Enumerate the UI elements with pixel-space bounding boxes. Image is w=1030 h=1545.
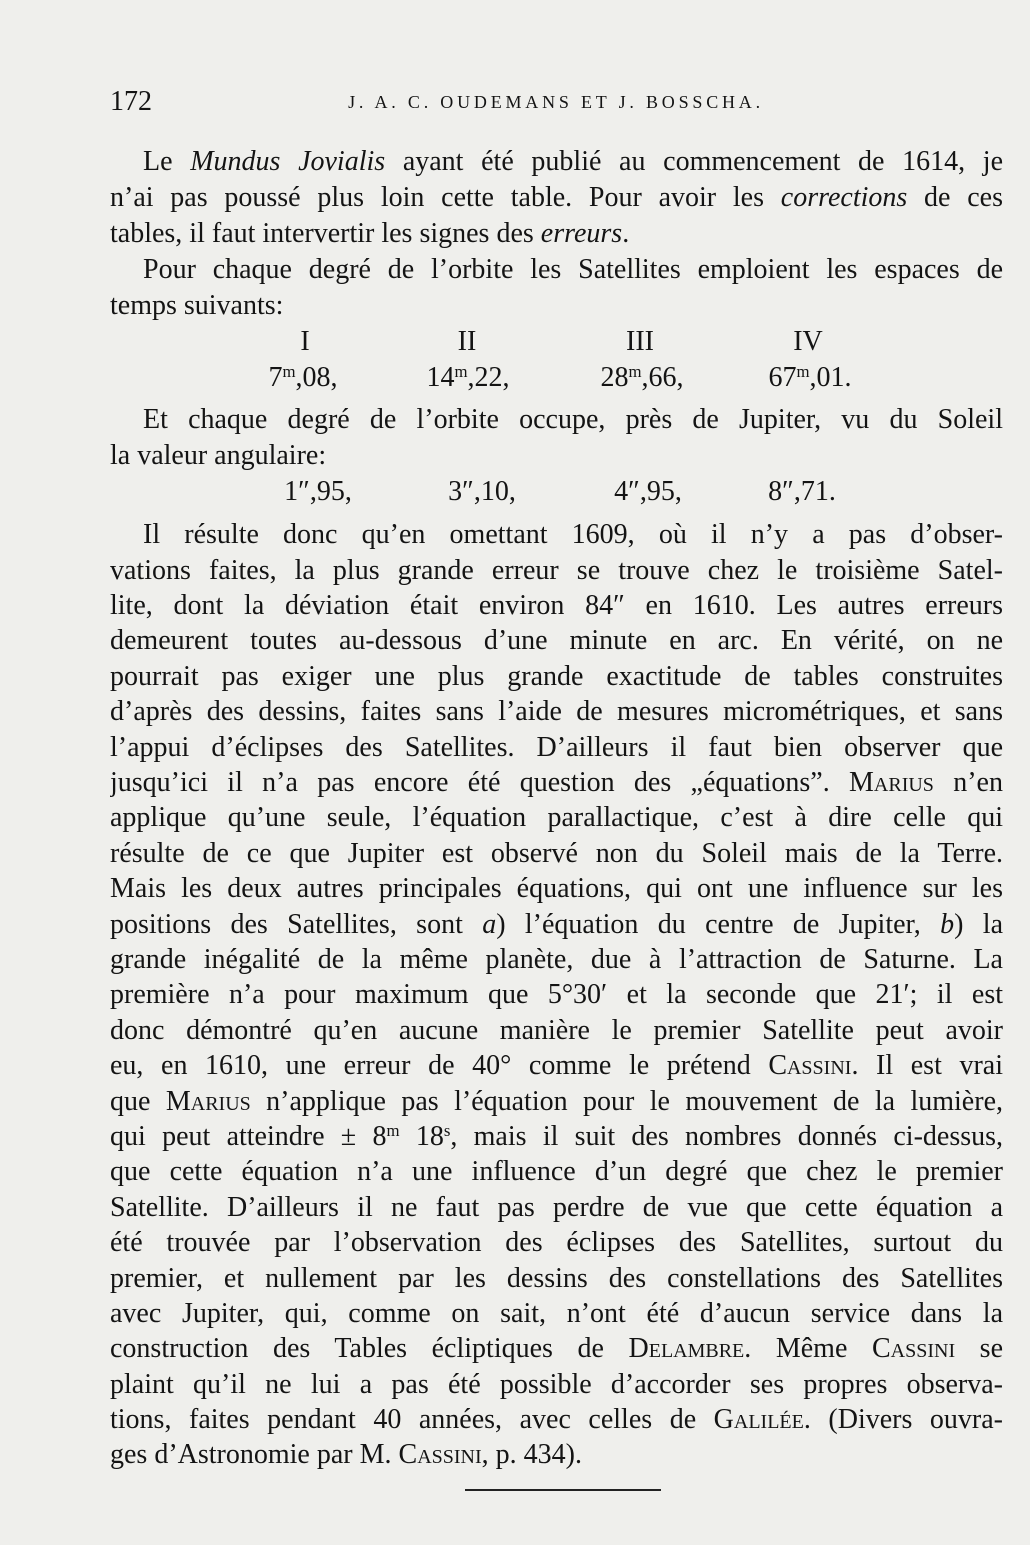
text-run: . Il est vrai: [851, 1050, 1003, 1082]
text-run: tions, faites pendant 40 années, avec celles de: [110, 1404, 714, 1436]
period-rest: ,22,: [467, 362, 510, 393]
small-caps-name: Cassini: [768, 1050, 852, 1082]
text-run: de ces: [907, 182, 1003, 213]
text-run: se: [955, 1333, 1003, 1365]
italic-text: Mundus Jovialis: [190, 146, 386, 177]
text-run: lite, dont la déviation était environ 84″ en 1610. Les autres erreurs: [110, 590, 1003, 622]
text-run: ges d’Astronomie par M.: [110, 1439, 399, 1471]
superscript: m: [386, 1120, 400, 1140]
text-line: [110, 1331, 1003, 1366]
text-run: pourrait pas exiger une plus grande exactitude de tables construites: [110, 660, 1003, 692]
period-value: [388, 360, 548, 396]
period-value: [223, 360, 383, 396]
paragraph: [110, 144, 1003, 252]
angular-value: 3″,10,: [448, 476, 516, 507]
small-caps-name: Cassini: [871, 1333, 956, 1365]
period-unit: m: [454, 361, 468, 381]
text-line: [110, 180, 1003, 216]
text-line: [110, 553, 1003, 588]
text-run: premier, et nullement par les dessins des constellations des Satellites: [110, 1262, 1003, 1294]
text-line: [110, 800, 1003, 835]
text-run: l’appui d’éclipses des Satellites. D’ailleurs il faut bien observer que: [110, 731, 1003, 763]
text-run: ayant été publié au commencement de 1614, je: [385, 146, 1003, 177]
text-run: jusqu’ici il n’a pas encore été question des „équations”.: [110, 767, 850, 799]
text-line: [110, 288, 1003, 324]
small-caps-name: Marius: [165, 1085, 251, 1117]
text-run: n’applique pas l’équation pour le mouvement de la lumière,: [250, 1085, 1003, 1117]
text-line: [110, 438, 1003, 474]
text-run: avec Jupiter, qui, comme on sait, n’ont été d’aucun service dans la: [110, 1297, 1003, 1329]
text-run: première n’a pour maximum que 5°30′ et la seconde que 21′; il est: [110, 979, 1003, 1011]
text-line: [110, 1048, 1003, 1083]
text-line: [110, 252, 1003, 288]
text-run: applique qu’une seule, l’équation parallactique, c’est à dire celle qui: [110, 802, 1003, 834]
text-run: .: [622, 218, 630, 249]
period-unit: m: [796, 361, 810, 381]
text-line: [110, 977, 1003, 1012]
period-value: [730, 360, 890, 396]
text-run: d’après des dessins, faites sans l’aide de mesures micrométriques, et sans: [110, 696, 1003, 728]
text-line: [110, 1402, 1003, 1437]
italic-text: b: [940, 908, 955, 940]
angular-value: 1″,95,: [284, 476, 352, 507]
text-run: donc démontré qu’en aucune manière le premier Satellite peut avoir: [110, 1014, 1003, 1046]
closing-rule: [465, 1489, 661, 1491]
italic-text: erreurs: [540, 218, 623, 249]
text-line: [110, 1013, 1003, 1048]
text-line: [110, 1225, 1003, 1260]
superscript: s: [443, 1120, 451, 1140]
text-run: que: [110, 1085, 166, 1117]
text-run: , p. 434).: [481, 1439, 582, 1471]
text-run: Pour chaque degré de l’orbite les Satellites emploient les espaces de: [143, 254, 1003, 285]
text-run: , mais il suit des nombres donnés ci-dessus,: [450, 1120, 1003, 1152]
angular-value: 8″,71.: [768, 476, 836, 507]
text-run: construction des Tables écliptiques de: [110, 1333, 629, 1365]
text-line: [110, 1154, 1003, 1189]
text-line: [110, 871, 1003, 906]
small-caps-name: Galilée: [713, 1404, 804, 1436]
text-run: . (Divers ouvra-: [803, 1404, 1003, 1436]
period-whole: 7: [268, 362, 283, 393]
text-line: [110, 588, 1003, 623]
period-unit: m: [282, 361, 296, 381]
text-run: Et chaque degré de l’orbite occupe, près de Jupiter, vu du Soleil: [143, 404, 1003, 435]
text-line: [110, 1119, 1003, 1154]
text-line: [110, 730, 1003, 765]
text-line: [110, 1437, 1003, 1472]
text-line: [110, 836, 1003, 871]
paragraph: [110, 402, 1003, 474]
text-line: [110, 1367, 1003, 1402]
period-whole: 67: [768, 362, 797, 393]
text-run: la valeur angulaire:: [110, 440, 327, 471]
text-line: [110, 659, 1003, 694]
text-run: été trouvée par l’observation des éclipses des Satellites, surtout du: [110, 1227, 1003, 1259]
text-line: [110, 942, 1003, 977]
text-run: temps suivants:: [110, 290, 284, 321]
text-run: . Même: [744, 1333, 872, 1365]
text-run: demeurent toutes au-dessous d’une minute en arc. En vérité, on ne: [110, 625, 1003, 657]
text-run: tables, il faut intervertir les signes des: [110, 218, 541, 249]
text-line: [110, 216, 1003, 252]
text-run: grande inégalité de la même planète, due à l’attraction de Saturne. La: [110, 943, 1003, 975]
text-run: Mais les deux autres principales équations, qui ont une influence sur les: [110, 873, 1003, 905]
satellite-heading: I: [300, 326, 310, 357]
satellite-heading: II: [457, 326, 477, 357]
satellite-heading: IV: [793, 326, 823, 357]
text-line: [110, 623, 1003, 658]
angular-value-row: [0, 474, 1030, 510]
satellite-heading-row: [0, 324, 1030, 360]
period-value-row: [0, 360, 1030, 396]
text-line: [110, 517, 1003, 552]
text-line: [110, 1084, 1003, 1119]
small-caps-name: Marius: [849, 767, 934, 799]
text-run: Il résulte donc qu’en omettant 1609, où il n’y a pas d’obser-: [143, 519, 1003, 551]
paragraph: [110, 517, 1003, 1473]
period-whole: 28: [600, 362, 629, 393]
text-line: [110, 144, 1003, 180]
text-run: ) la: [954, 908, 1003, 940]
text-run: 18: [399, 1120, 444, 1152]
text-run: Le: [143, 146, 191, 177]
text-line: [110, 1261, 1003, 1296]
period-value: [562, 360, 722, 396]
period-rest: ,01.: [809, 362, 852, 393]
text-line: [110, 1296, 1003, 1331]
text-run: vations faites, la plus grande erreur se trouve chez le troisième Satel-: [110, 554, 1003, 586]
text-run: que cette équation n’a une influence d’un degré que chez le premier: [110, 1156, 1003, 1188]
period-unit: m: [628, 361, 642, 381]
small-caps-name: Delambre: [628, 1333, 745, 1365]
italic-text: a: [482, 908, 497, 940]
text-run: qui peut atteindre ± 8: [110, 1120, 387, 1152]
period-rest: ,08,: [295, 362, 338, 393]
text-run: plaint qu’il ne lui a pas été possible d’accorder ses propres observa-: [110, 1368, 1003, 1400]
text-line: [110, 402, 1003, 438]
satellite-heading: III: [626, 326, 654, 357]
text-run: Satellite. D’ailleurs il ne faut pas perdre de vue que cette équation a: [110, 1191, 1003, 1223]
period-whole: 14: [426, 362, 455, 393]
text-line: [110, 907, 1003, 942]
period-rest: ,66,: [641, 362, 684, 393]
italic-text: corrections: [780, 182, 908, 213]
text-run: ) l’équation du centre de Jupiter,: [496, 908, 941, 940]
text-run: résulte de ce que Jupiter est observé non du Soleil mais de la Terre.: [110, 837, 1003, 869]
text-run: n’ai pas poussé plus loin cette table. Pour avoir les: [110, 182, 781, 213]
angular-value: 4″,95,: [614, 476, 682, 507]
text-run: eu, en 1610, une erreur de 40° comme le prétend: [110, 1050, 769, 1082]
text-run: positions des Satellites, sont: [110, 908, 483, 940]
page-number: 172: [110, 86, 152, 117]
paragraph: [110, 252, 1003, 324]
text-run: n’en: [933, 767, 1003, 799]
text-line: [110, 1190, 1003, 1225]
text-line: [110, 765, 1003, 800]
running-title: J. A. C. OUDEMANS ET J. BOSSCHA.: [348, 92, 764, 112]
small-caps-name: Cassini: [398, 1439, 482, 1471]
text-line: [110, 694, 1003, 729]
